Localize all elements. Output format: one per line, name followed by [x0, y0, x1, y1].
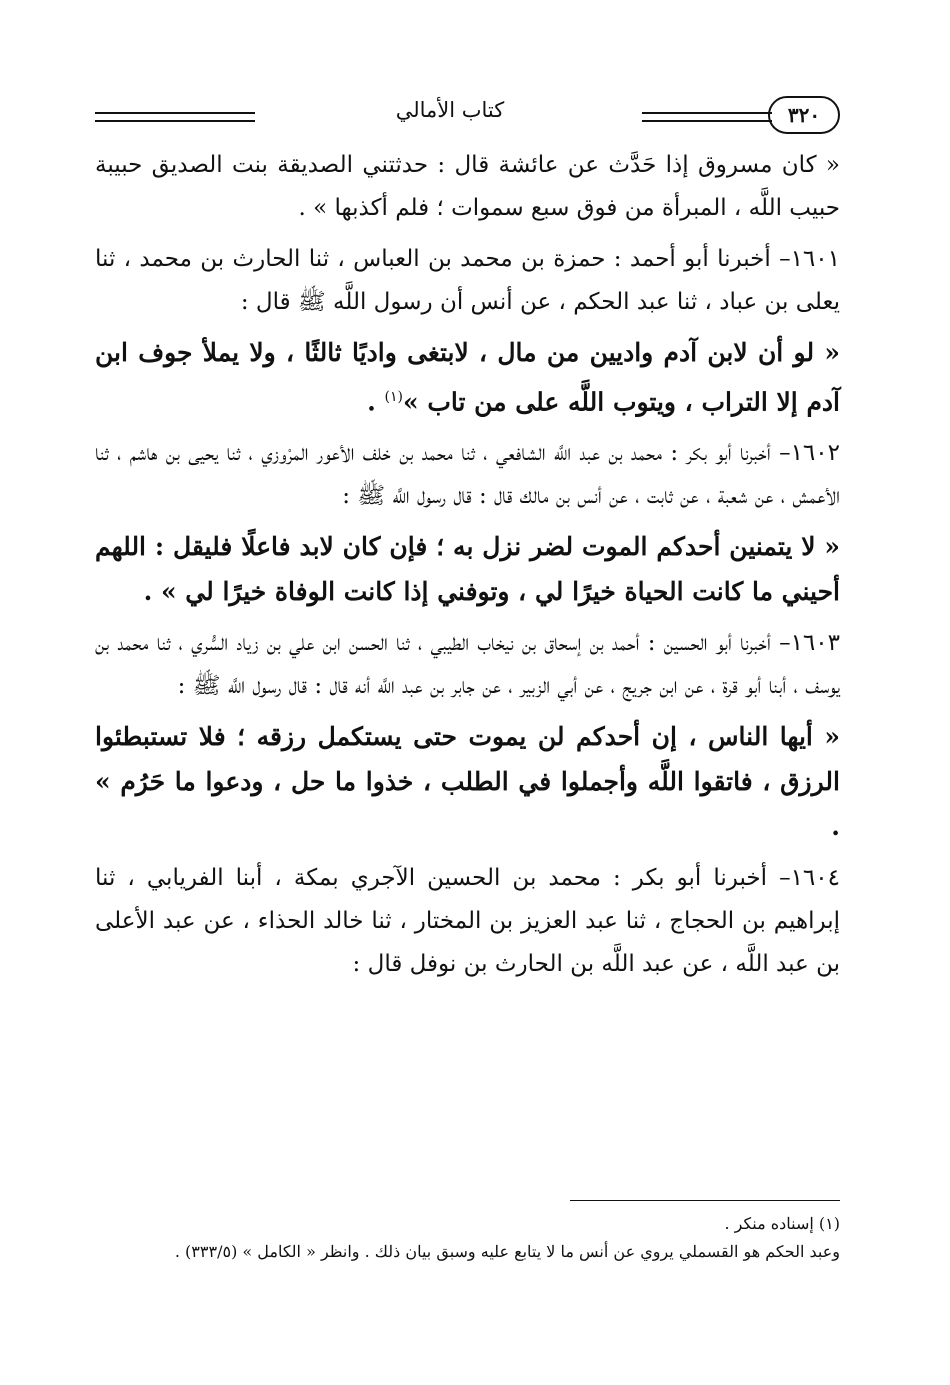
header-rule-right — [642, 112, 772, 122]
footnote-1: (١) إسناده منكر . — [724, 1214, 840, 1233]
isnad-1604: ١٦٠٤– أخبرنا أبو بكر : محمد بن الحسين الآجري بمكة ، أبنا الفريابي ، ثنا إبراهيم بن الحجاج ، ثنا عبد العزيز بن المختار ، ثنا خالد الحذاء ، عن عبد الأعلى بن عبد اللَّه ، عن عبد اللَّه بن الحارث بن نوفل قال : — [95, 865, 840, 978]
footnote-divider — [570, 1200, 840, 1201]
page-number: ٣٢٠ — [768, 96, 840, 134]
hadith-text: « لو أن لابن آدم واديين من مال ، لابتغى واديًا ثالثًا ، ولا يملأ جوف ابن آدم إلا التراب ، ويتوب اللَّه على من تاب » — [95, 338, 840, 417]
header-rule-left — [95, 112, 255, 122]
hadith-tail: . — [367, 387, 385, 417]
page-header — [95, 88, 840, 138]
hadith-1602: « لا يتمنين أحدكم الموت لضر نزل به ؛ فإن كان لابد فاعلًا فليقل : اللهم أحيني ما كانت الحياة خيرًا لي ، وتوفني إذا كانت الوفاة خيرًا لي » . — [95, 532, 840, 607]
paragraph-continuation: « كان مسروق إذا حَدَّث عن عائشة قال : حدثتني الصديقة بنت الصديق حبيبة حبيب اللَّه ، المبرأة من فوق سبع سموات ؛ فلم أكذبها » . — [95, 152, 840, 221]
isnad-1601: ١٦٠١– أخبرنا أبو أحمد : حمزة بن محمد بن العباس ، ثنا الحارث بن محمد ، ثنا يعلى بن عباد ، ثنا عبد الحكم ، عن أنس أن رسول اللَّه ﷺ قال : — [95, 246, 840, 315]
hadith-1603: « أيها الناس ، إن أحدكم لن يموت حتى يستكمل رزقه ؛ فلا تستبطئوا الرزق ، فاتقوا اللَّه وأجملوا في الطلب ، خذوا ما حل ، ودعوا ما حَرُم » . — [95, 722, 840, 842]
hadith-1601 — [95, 330, 840, 424]
isnad-1602: ١٦٠٢– أخبرنا أبو بكر : محمد بن عبد اللَّه الشافعي ، ثنا محمد بن خلف الأعور المرْوزي ، ثنا يحيى بن هاشم ، ثنا الأعمش ، عن شعبة ، عن ثابت ، عن أنس بن مالك قال : قال رسول اللَّه ﷺ : — [95, 440, 840, 510]
book-page — [95, 88, 840, 1325]
running-title: كتاب الأمالي — [395, 98, 505, 122]
footnote-ref: (١) — [384, 389, 403, 405]
footnote-1-continued: وعبد الحكم هو القسملي يروي عن أنس ما لا يتابع عليه وسبق بيان ذلك . وانظر « الكامل » (٣٣٣/٥) . — [174, 1242, 840, 1261]
isnad-1603: ١٦٠٣– أخبرنا أبو الحسين : أحمد بن إسحاق بن نيخاب الطيبي ، ثنا الحسن ابن علي بن زياد السُّري ، ثنا محمد بن يوسف ، أبنا أبو قرة ، عن ابن جريج ، عن أبي الزبير ، عن جابر بن عبد اللَّه أنه قال : قال رسول اللَّه ﷺ : — [95, 630, 840, 700]
main-text — [95, 144, 840, 986]
footnotes — [95, 1210, 840, 1266]
